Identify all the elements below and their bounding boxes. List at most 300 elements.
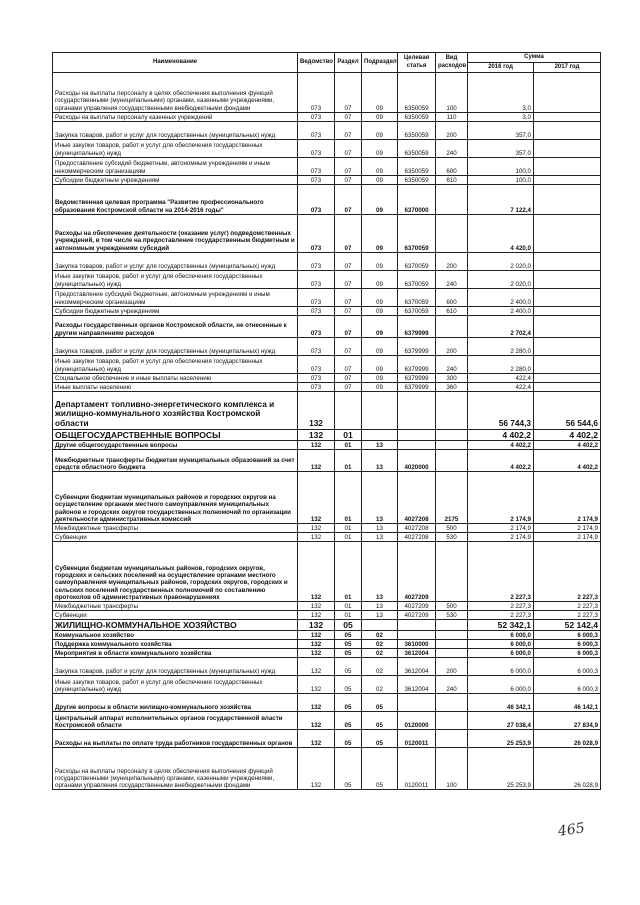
row-name: Другие вопросы в области жилищно-коммунального хозяйства xyxy=(53,694,298,712)
row-podrazdel: 09 xyxy=(362,215,398,253)
row-sum-2017: 27 834,9 xyxy=(534,712,601,730)
row-sum-2016: 2 020,0 xyxy=(468,253,534,271)
row-vedomstvo: 073 xyxy=(298,140,335,158)
row-sum-2016: 2 174,9 xyxy=(468,524,534,533)
row-target-article: 6370059 xyxy=(398,271,436,289)
row-expense-type xyxy=(436,450,468,472)
row-target-article xyxy=(398,694,436,712)
row-name: Субвенции xyxy=(53,533,298,542)
table-row xyxy=(53,533,601,542)
row-expense-type: 240 xyxy=(436,676,468,694)
row-name: Закупка товаров, работ и услуг для государственных (муниципальных) нужд xyxy=(53,253,298,271)
row-podrazdel xyxy=(362,620,398,631)
row-vedomstvo: 073 xyxy=(298,338,335,356)
row-vedomstvo: 132 xyxy=(298,611,335,620)
row-sum-2016: 2 174,9 xyxy=(468,533,534,542)
row-podrazdel: 02 xyxy=(362,658,398,676)
row-target-article: 3610000 xyxy=(398,640,436,649)
table-body xyxy=(53,73,601,790)
row-razdel xyxy=(335,392,362,430)
row-podrazdel: 09 xyxy=(362,289,398,307)
row-podrazdel: 09 xyxy=(362,383,398,392)
row-sum-2017: 6 000,3 xyxy=(534,649,601,658)
row-name: Субвенции бюджетам муниципальных районов и городских округов на осуществление органами местного самоуправления муниципальных районов и городских округов государственных полномочий по организации деятельности административных комиссий xyxy=(53,472,298,524)
row-vedomstvo: 132 xyxy=(298,441,335,450)
row-podrazdel: 05 xyxy=(362,730,398,748)
table-row xyxy=(53,113,601,122)
row-vedomstvo: 132 xyxy=(298,620,335,631)
row-vedomstvo: 073 xyxy=(298,176,335,185)
row-sum-2016: 4 402,2 xyxy=(468,430,534,441)
row-vedomstvo: 073 xyxy=(298,307,335,316)
row-target-article xyxy=(398,631,436,640)
row-sum-2016: 27 038,4 xyxy=(468,712,534,730)
row-sum-2016: 422,4 xyxy=(468,374,534,383)
row-vedomstvo: 073 xyxy=(298,185,335,215)
row-sum-2017: 6 000,3 xyxy=(534,640,601,649)
row-razdel: 05 xyxy=(335,649,362,658)
row-target-article: 6379999 xyxy=(398,356,436,374)
row-podrazdel: 09 xyxy=(362,158,398,176)
row-name: Коммунальное хозяйство xyxy=(53,631,298,640)
row-name: Иные закупки товаров, работ и услуг для обеспечения государственных (муниципальных) нужд xyxy=(53,676,298,694)
row-expense-type: 240 xyxy=(436,356,468,374)
row-podrazdel: 09 xyxy=(362,338,398,356)
row-sum-2017: 4 402,2 xyxy=(534,430,601,441)
row-target-article: 3612004 xyxy=(398,676,436,694)
table-row xyxy=(53,271,601,289)
row-sum-2017 xyxy=(534,140,601,158)
row-expense-type: 100 xyxy=(436,73,468,113)
table-row xyxy=(53,392,601,430)
row-sum-2017: 2 174,9 xyxy=(534,472,601,524)
row-name: Другие общегосударственные вопросы xyxy=(53,441,298,450)
row-expense-type: 500 xyxy=(436,602,468,611)
row-podrazdel: 09 xyxy=(362,253,398,271)
row-razdel: 07 xyxy=(335,316,362,338)
row-sum-2017: 2 227,3 xyxy=(534,611,601,620)
row-sum-2016: 2 702,4 xyxy=(468,316,534,338)
row-razdel: 07 xyxy=(335,122,362,140)
table-row xyxy=(53,73,601,113)
row-podrazdel: 13 xyxy=(362,441,398,450)
row-sum-2017: 4 402,2 xyxy=(534,441,601,450)
row-name: Предоставление субсидий бюджетным, автономным учреждениям и иным некоммерческим организациям xyxy=(53,158,298,176)
row-razdel: 07 xyxy=(335,383,362,392)
row-razdel: 01 xyxy=(335,542,362,602)
row-vedomstvo: 073 xyxy=(298,374,335,383)
row-razdel: 05 xyxy=(335,676,362,694)
table-row xyxy=(53,748,601,790)
row-sum-2017 xyxy=(534,122,601,140)
row-podrazdel: 13 xyxy=(362,542,398,602)
row-target-article: 0120011 xyxy=(398,748,436,790)
row-sum-2017 xyxy=(534,113,601,122)
row-sum-2017 xyxy=(534,338,601,356)
row-name: Иные выплаты населению xyxy=(53,383,298,392)
col-header-vedomstvo: Ведомство xyxy=(298,53,335,73)
row-target-article xyxy=(398,392,436,430)
row-sum-2016: 4 402,2 xyxy=(468,450,534,472)
row-target-article: 6370059 xyxy=(398,253,436,271)
row-sum-2016: 25 253,9 xyxy=(468,748,534,790)
row-razdel: 01 xyxy=(335,430,362,441)
row-vedomstvo: 132 xyxy=(298,472,335,524)
row-podrazdel: 05 xyxy=(362,712,398,730)
row-sum-2016: 4 420,0 xyxy=(468,215,534,253)
row-expense-type: 530 xyxy=(436,611,468,620)
row-name: Межбюджетные трансферты xyxy=(53,602,298,611)
row-podrazdel: 05 xyxy=(362,694,398,712)
row-target-article xyxy=(398,430,436,441)
row-sum-2016: 100,0 xyxy=(468,158,534,176)
col-header-2017: 2017 год xyxy=(534,63,601,73)
table-row xyxy=(53,676,601,694)
row-sum-2016: 2 400,0 xyxy=(468,307,534,316)
row-name: Расходы государственных органов Костромской области, не отнесенные к другим направлениям расходов xyxy=(53,316,298,338)
row-vedomstvo: 132 xyxy=(298,712,335,730)
row-sum-2017 xyxy=(534,215,601,253)
row-target-article: 4027208 xyxy=(398,533,436,542)
row-razdel: 05 xyxy=(335,631,362,640)
row-expense-type xyxy=(436,620,468,631)
row-name: Расходы на выплаты персоналу в целях обеспечения выполнения функций государственными (муниципальными) органами, казенными учреждениями, органами управления государственными внебюджетными фондами xyxy=(53,73,298,113)
row-target-article: 6350059 xyxy=(398,140,436,158)
table-row xyxy=(53,374,601,383)
row-razdel: 05 xyxy=(335,748,362,790)
row-vedomstvo: 073 xyxy=(298,158,335,176)
row-podrazdel: 09 xyxy=(362,356,398,374)
row-podrazdel: 09 xyxy=(362,316,398,338)
row-vedomstvo: 073 xyxy=(298,383,335,392)
row-sum-2017: 56 544,6 xyxy=(534,392,601,430)
row-expense-type: 360 xyxy=(436,383,468,392)
table-row xyxy=(53,649,601,658)
row-vedomstvo: 073 xyxy=(298,73,335,113)
row-podrazdel: 09 xyxy=(362,176,398,185)
row-target-article: 0120000 xyxy=(398,712,436,730)
row-sum-2017 xyxy=(534,383,601,392)
row-target-article: 0120011 xyxy=(398,730,436,748)
row-expense-type: 2175 xyxy=(436,472,468,524)
row-podrazdel: 13 xyxy=(362,524,398,533)
row-target-article xyxy=(398,441,436,450)
row-target-article: 6350059 xyxy=(398,176,436,185)
row-sum-2016: 52 342,1 xyxy=(468,620,534,631)
row-sum-2016: 2 280,0 xyxy=(468,356,534,374)
row-target-article: 6370000 xyxy=(398,185,436,215)
table-row xyxy=(53,631,601,640)
row-name: Субвенции бюджетам муниципальных районов, городских округов, городских и сельских поселений на осуществление органами местного самоуправления муниципальных районов, городских округов, городских и сельских поселений государственных полномочий по составлению протоколов об административных правонарушениях xyxy=(53,542,298,602)
row-vedomstvo: 132 xyxy=(298,631,335,640)
row-sum-2016: 2 020,0 xyxy=(468,271,534,289)
row-vedomstvo: 132 xyxy=(298,450,335,472)
row-expense-type: 240 xyxy=(436,140,468,158)
row-sum-2016: 6 000,0 xyxy=(468,640,534,649)
row-name: Субсидии бюджетным учреждениям xyxy=(53,176,298,185)
row-name: Иные закупки товаров, работ и услуг для обеспечения государственных (муниципальных) нужд xyxy=(53,271,298,289)
row-podrazdel: 02 xyxy=(362,640,398,649)
table-row xyxy=(53,611,601,620)
col-header-2016: 2016 год xyxy=(468,63,534,73)
row-sum-2016: 25 253,9 xyxy=(468,730,534,748)
row-vedomstvo: 073 xyxy=(298,271,335,289)
row-sum-2016: 2 227,3 xyxy=(468,602,534,611)
row-razdel: 07 xyxy=(335,289,362,307)
row-target-article: 3612004 xyxy=(398,649,436,658)
row-expense-type xyxy=(436,649,468,658)
row-vedomstvo: 132 xyxy=(298,524,335,533)
row-sum-2016: 2 280,0 xyxy=(468,338,534,356)
row-podrazdel: 09 xyxy=(362,374,398,383)
row-razdel: 05 xyxy=(335,620,362,631)
row-podrazdel: 05 xyxy=(362,748,398,790)
row-vedomstvo: 132 xyxy=(298,430,335,441)
row-vedomstvo: 073 xyxy=(298,289,335,307)
row-sum-2017: 52 142,4 xyxy=(534,620,601,631)
row-vedomstvo: 132 xyxy=(298,658,335,676)
row-podrazdel: 09 xyxy=(362,140,398,158)
page-number-handwritten: 465 xyxy=(557,820,586,840)
row-expense-type xyxy=(436,730,468,748)
row-sum-2017: 6 000,3 xyxy=(534,676,601,694)
table-row xyxy=(53,289,601,307)
row-name: Закупка товаров, работ и услуг для государственных (муниципальных) нужд xyxy=(53,122,298,140)
row-expense-type xyxy=(436,316,468,338)
row-sum-2017 xyxy=(534,307,601,316)
row-target-article: 6370059 xyxy=(398,307,436,316)
table-row xyxy=(53,122,601,140)
row-target-article: 4027208 xyxy=(398,524,436,533)
table-row xyxy=(53,356,601,374)
row-razdel: 05 xyxy=(335,694,362,712)
row-sum-2017 xyxy=(534,73,601,113)
row-vedomstvo: 132 xyxy=(298,602,335,611)
row-target-article: 6350059 xyxy=(398,122,436,140)
table-row xyxy=(53,158,601,176)
row-name: Расходы на выплаты персоналу в целях обеспечения выполнения функций государственными (муниципальными) органами, казенными учреждениями, органами управления государственными внебюджетными фондами xyxy=(53,748,298,790)
table-row xyxy=(53,307,601,316)
row-podrazdel: 13 xyxy=(362,533,398,542)
row-target-article: 6379999 xyxy=(398,338,436,356)
row-sum-2017 xyxy=(534,253,601,271)
row-razdel: 05 xyxy=(335,658,362,676)
row-target-article: 6350059 xyxy=(398,73,436,113)
row-razdel: 01 xyxy=(335,450,362,472)
row-razdel: 07 xyxy=(335,356,362,374)
row-name: ОБЩЕГОСУДАРСТВЕННЫЕ ВОПРОСЫ xyxy=(53,430,298,441)
row-target-article xyxy=(398,620,436,631)
row-vedomstvo: 132 xyxy=(298,649,335,658)
row-sum-2016: 6 000,0 xyxy=(468,631,534,640)
row-name: ЖИЛИЩНО-КОММУНАЛЬНОЕ ХОЗЯЙСТВО xyxy=(53,620,298,631)
row-name: Закупка товаров, работ и услуг для государственных (муниципальных) нужд xyxy=(53,658,298,676)
row-name: Иные закупки товаров, работ и услуг для обеспечения государственных (муниципальных) нужд xyxy=(53,356,298,374)
row-sum-2016: 100,0 xyxy=(468,176,534,185)
row-name: Субвенции xyxy=(53,611,298,620)
row-target-article: 6370059 xyxy=(398,215,436,253)
row-podrazdel: 09 xyxy=(362,73,398,113)
table-row xyxy=(53,620,601,631)
row-podrazdel xyxy=(362,430,398,441)
row-vedomstvo: 073 xyxy=(298,253,335,271)
row-name: Расходы на выплаты по оплате труда работников государственных органов xyxy=(53,730,298,748)
row-razdel: 05 xyxy=(335,712,362,730)
row-expense-type: 200 xyxy=(436,658,468,676)
row-sum-2017 xyxy=(534,374,601,383)
row-vedomstvo: 132 xyxy=(298,748,335,790)
row-razdel: 05 xyxy=(335,640,362,649)
row-name: Департамент топливно-энергетического комплекса и жилищно-коммунального хозяйства Костромской области xyxy=(53,392,298,430)
row-sum-2016: 422,4 xyxy=(468,383,534,392)
row-target-article: 6379999 xyxy=(398,316,436,338)
row-sum-2017: 4 402,2 xyxy=(534,450,601,472)
row-target-article: 4027209 xyxy=(398,602,436,611)
row-name: Расходы на обеспечение деятельности (оказание услуг) подведомственных учреждений, в том числе на предоставление государственным бюджетным и автономным учреждениям субсидий xyxy=(53,215,298,253)
row-name: Центральный аппарат исполнительных органов государственной власти Костромской области xyxy=(53,712,298,730)
row-podrazdel: 09 xyxy=(362,122,398,140)
table-row xyxy=(53,472,601,524)
row-sum-2016: 7 122,4 xyxy=(468,185,534,215)
row-podrazdel: 13 xyxy=(362,472,398,524)
row-vedomstvo: 073 xyxy=(298,316,335,338)
table-row xyxy=(53,712,601,730)
row-sum-2017: 2 227,3 xyxy=(534,602,601,611)
table-row xyxy=(53,640,601,649)
row-expense-type: 200 xyxy=(436,253,468,271)
row-vedomstvo: 132 xyxy=(298,542,335,602)
row-sum-2016: 6 000,0 xyxy=(468,649,534,658)
table-row xyxy=(53,441,601,450)
row-target-article: 4027209 xyxy=(398,542,436,602)
table-row xyxy=(53,176,601,185)
row-vedomstvo: 073 xyxy=(298,215,335,253)
row-target-article: 3612004 xyxy=(398,658,436,676)
row-sum-2017: 2 227,3 xyxy=(534,542,601,602)
row-podrazdel xyxy=(362,392,398,430)
row-expense-type xyxy=(436,185,468,215)
row-expense-type: 200 xyxy=(436,122,468,140)
row-sum-2016: 56 744,3 xyxy=(468,392,534,430)
row-sum-2016: 2 227,3 xyxy=(468,611,534,620)
row-target-article: 6379999 xyxy=(398,383,436,392)
row-razdel: 01 xyxy=(335,524,362,533)
row-sum-2016: 2 400,0 xyxy=(468,289,534,307)
table-row xyxy=(53,316,601,338)
row-sum-2016: 357,0 xyxy=(468,140,534,158)
row-expense-type: 300 xyxy=(436,374,468,383)
row-vedomstvo: 132 xyxy=(298,640,335,649)
row-vedomstvo: 132 xyxy=(298,730,335,748)
row-razdel: 07 xyxy=(335,307,362,316)
row-target-article: 6379999 xyxy=(398,374,436,383)
row-razdel: 07 xyxy=(335,158,362,176)
row-podrazdel: 13 xyxy=(362,450,398,472)
row-target-article: 4020000 xyxy=(398,450,436,472)
row-target-article: 6370059 xyxy=(398,289,436,307)
row-name: Субсидии бюджетным учреждениям xyxy=(53,307,298,316)
row-expense-type xyxy=(436,441,468,450)
row-razdel: 07 xyxy=(335,271,362,289)
row-sum-2016: 6 000,0 xyxy=(468,658,534,676)
row-expense-type xyxy=(436,631,468,640)
row-expense-type: 530 xyxy=(436,533,468,542)
row-sum-2017 xyxy=(534,185,601,215)
row-sum-2016: 3,0 xyxy=(468,113,534,122)
table-row xyxy=(53,185,601,215)
row-expense-type: 600 xyxy=(436,158,468,176)
row-sum-2016: 2 227,3 xyxy=(468,542,534,602)
row-podrazdel: 09 xyxy=(362,271,398,289)
col-header-razdel: Раздел xyxy=(335,53,362,73)
row-razdel: 01 xyxy=(335,602,362,611)
table-row xyxy=(53,383,601,392)
row-razdel: 01 xyxy=(335,611,362,620)
row-vedomstvo: 073 xyxy=(298,356,335,374)
col-header-podrazdel: Подраздел xyxy=(362,53,398,73)
table-row xyxy=(53,253,601,271)
budget-sheet xyxy=(52,52,600,790)
col-header-sum: Сумма xyxy=(468,53,601,63)
row-sum-2016: 6 000,0 xyxy=(468,676,534,694)
col-header-name: Наименование xyxy=(53,53,298,73)
table-row xyxy=(53,658,601,676)
row-podrazdel: 02 xyxy=(362,631,398,640)
table-row xyxy=(53,338,601,356)
row-podrazdel: 02 xyxy=(362,649,398,658)
row-expense-type xyxy=(436,392,468,430)
table-row xyxy=(53,430,601,441)
row-sum-2017 xyxy=(534,158,601,176)
row-razdel: 07 xyxy=(335,374,362,383)
row-name: Межбюджетные трансферты бюджетам муниципальных образований за счет средств областного бюджета xyxy=(53,450,298,472)
row-razdel: 07 xyxy=(335,176,362,185)
row-razdel: 01 xyxy=(335,441,362,450)
row-sum-2017 xyxy=(534,176,601,185)
table-row xyxy=(53,694,601,712)
row-sum-2017: 26 028,9 xyxy=(534,748,601,790)
row-razdel: 01 xyxy=(335,533,362,542)
row-sum-2017: 26 028,9 xyxy=(534,730,601,748)
row-expense-type: 500 xyxy=(436,524,468,533)
row-podrazdel: 13 xyxy=(362,611,398,620)
row-sum-2016: 4 402,2 xyxy=(468,441,534,450)
col-header-target-article: Целевая статья xyxy=(398,53,436,73)
row-sum-2016: 46 342,1 xyxy=(468,694,534,712)
row-podrazdel: 02 xyxy=(362,676,398,694)
row-sum-2017: 6 000,3 xyxy=(534,631,601,640)
row-podrazdel: 09 xyxy=(362,113,398,122)
row-sum-2016: 2 174,9 xyxy=(468,472,534,524)
row-razdel: 07 xyxy=(335,113,362,122)
row-expense-type: 610 xyxy=(436,176,468,185)
row-vedomstvo: 132 xyxy=(298,676,335,694)
row-expense-type xyxy=(436,430,468,441)
row-name: Межбюджетные трансферты xyxy=(53,524,298,533)
row-expense-type: 200 xyxy=(436,338,468,356)
row-vedomstvo: 073 xyxy=(298,113,335,122)
row-sum-2017 xyxy=(534,289,601,307)
table-row xyxy=(53,602,601,611)
row-expense-type xyxy=(436,712,468,730)
row-name: Поддержка коммунального хозяйства xyxy=(53,640,298,649)
row-sum-2017 xyxy=(534,316,601,338)
row-razdel: 07 xyxy=(335,215,362,253)
row-name: Иные закупки товаров, работ и услуг для обеспечения государственных (муниципальных) нужд xyxy=(53,140,298,158)
row-expense-type: 600 xyxy=(436,289,468,307)
row-expense-type xyxy=(436,694,468,712)
table-row xyxy=(53,140,601,158)
